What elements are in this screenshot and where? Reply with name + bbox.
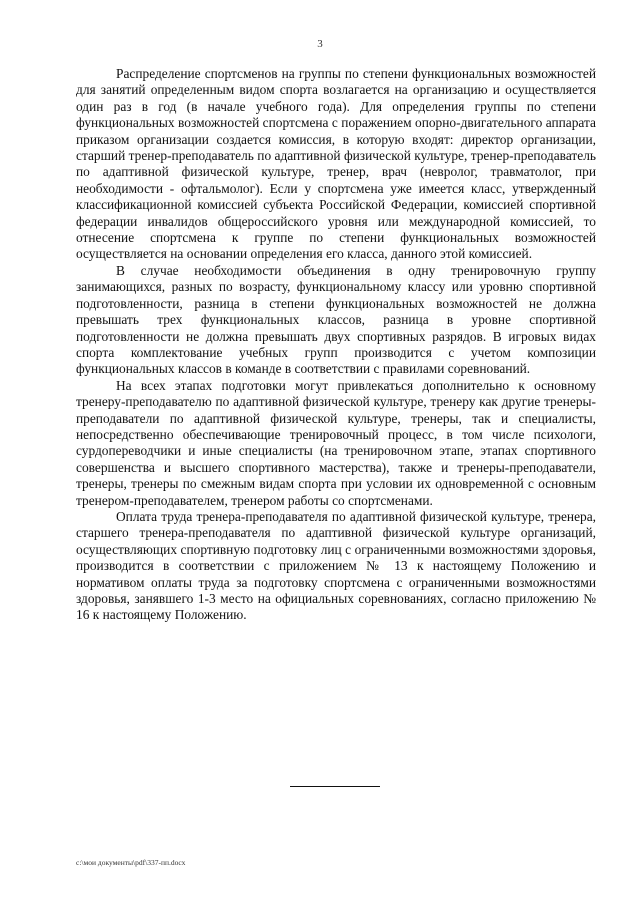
footer-file-path: c:\мои документы\pdf\337-пп.docx [76, 858, 186, 867]
document-body [76, 66, 596, 624]
paragraph-group-distribution: Распределение спортсменов на группы по степени функциональных возможностей для занятий определенным видом спорта возлагается на организацию и осуществляется один раз в год (в начале учебного года). Для определения группы по степени функциональных возможностей спортсмена с поражением опорно-двигательного аппарата приказом организации создается комиссия, в которую входят: директор организации, старший тренер-преподаватель по адаптивной физической культуре, тренер-преподаватель по адаптивной физической культуре, тренер, врач (невролог, травматолог, при необходимости - офтальмолог). Если у спортсмена уже имеется класс, утвержденный классификационной комиссией субъекта Российской Федерации, комиссией спортивной федерации инвалидов общероссийского уровня или международной комиссией, то отнесение спортсмена к группе по степени функциональных возможностей осуществляется на основании определения его класса, данного этой комиссией. [76, 66, 596, 262]
paragraph-additional-specialists: На всех этапах подготовки могут привлекаться дополнительно к основному тренеру-преподавателю по адаптивной физической культуре, тренеру как другие тренеры-преподаватели по адаптивной физической культуре, тренеры, так и специалисты, непосредственно обеспечивающие тренировочный процесс, в том числе психологи, сурдопереводчики и иные специалисты (на тренировочном этапе, этапах спортивного совершенства и высшего спортивного мастерства), также и тренеры-преподаватели, тренеры, тренеры по смежным видам спорта при условии их одновременной с основным тренером-преподавателем, тренером работы со спортсменами. [76, 377, 596, 508]
paragraph-group-merging: В случае необходимости объединения в одну тренировочную группу занимающихся, разных по возрасту, функциональному классу или уровню спортивной подготовленности, разница в степени функциональных возможностей не должна превышать трех функциональных классов, разница в уровне спортивной подготовленности не должна превышать двух спортивных разрядов. В игровых видах спорта комплектование учебных групп производится с учетом композиции функциональных классов в команде в соответствии с правилами соревнований. [76, 262, 596, 377]
separator-line [290, 786, 380, 787]
page-number: 3 [317, 38, 323, 50]
paragraph-payment: Оплата труда тренера-преподавателя по адаптивной физической культуре, тренера, старшего тренера-преподавателя по адаптивной физической культуре организаций, осуществляющих спортивную подготовку лиц с ограниченными возможностями здоровья, производится в соответствии с приложением № 13 к настоящему Положению и нормативом оплаты труда за подготовку спортсмена с ограниченными возможностями здоровья, занявшего 1-3 место на официальных соревнованиях, согласно приложению № 16 к настоящему Положению. [76, 508, 596, 623]
